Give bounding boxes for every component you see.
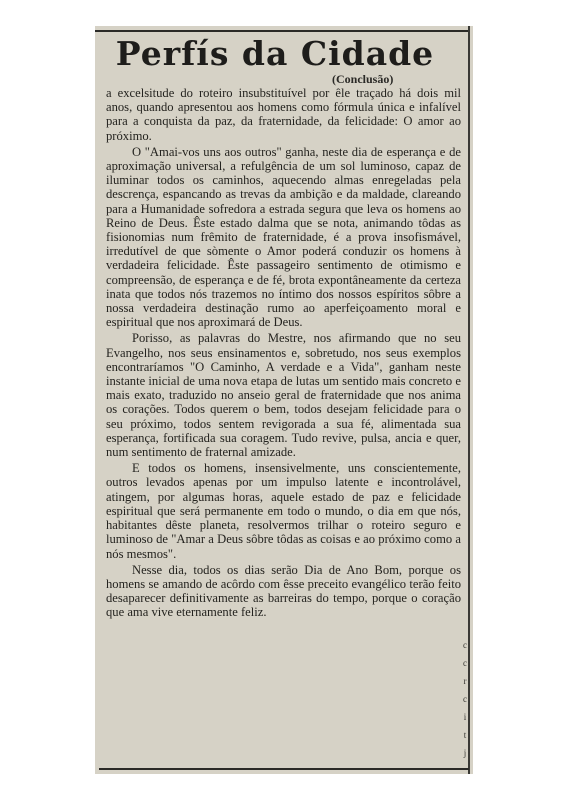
top-rule: [95, 30, 470, 32]
article-title: Perfís da Cidade: [115, 34, 435, 73]
article-body: [106, 86, 461, 622]
adjacent-column-fragments: [461, 636, 469, 762]
paragraph-3: Porisso, as palavras do Mestre, nos afirmando que no seu Evangelho, nos seus ensinamentos e, sobretudo, nos seus exemplos encontraríamos "O Caminho, A verdade e a Vida", ganham neste instante inicial de uma nova etapa de lutas um sentido mais concreto e mais exato, traduzido no anseio geral de fraternidade que nos anima os corações. Todos querem o bem, todos desejam felicidade para o seu próximo, todos sentem revigorada a sua fé, alimentada sua esperança, fortificada sua coragem. Tudo revive, pulsa, ancia e quer, num sentimento de fraternal amizade.: [106, 331, 461, 460]
margin-mark: r: [463, 676, 467, 686]
paragraph-2: O "Amai-vos uns aos outros" ganha, neste dia de esperança e de aproximação universal, a refulgência de um sol luminoso, capaz de iluminar todos os caminhos, aquecendo almas enregeladas pela descrença, espancando as trevas da ambição e da maldade, clareando para a Humanidade sofredora a estrada segura que leva os homens ao Reino de Deus. Êste estado dalma que se nota, animando tôdas as fisionomias num frêmito de fraternidade, é a prova insofismável, irredutível de que sòmente o Amor poderá conduzir os homens à verdadeira felicidade. Êste passageiro sentimento de otimismo e compreensão, de esperança e de fé, brota expontâneamente da certeza inata que todos nós trazemos no íntimo dos nossos espíritos sôbre a nossa verdadeira destinação rumo ao aperfeiçoamento moral e espiritual que nos aproximará de Deus.: [106, 144, 461, 330]
bottom-rule: [99, 768, 469, 770]
newspaper-clipping: [95, 26, 473, 774]
paragraph-5: Nesse dia, todos os dias serão Dia de Ano Bom, porque os homens se amando de acôrdo com êsse preceito evangélico terão feito desaparecer definitivamente as barreiras do tempo, porque o coração que ama vive eternamente feliz.: [106, 562, 461, 620]
margin-mark: i: [463, 712, 467, 722]
paragraph-1: a excelsitude do roteiro insubstituível por êle traçado há dois mil anos, quando apresentou aos homens como fórmula única e infalível para a conquista da paz, da fraternidade, da felicidade: O amor ao próximo.: [106, 86, 461, 143]
margin-mark: c: [463, 658, 467, 668]
margin-mark: c: [463, 694, 467, 704]
paragraph-4: E todos os homens, insensivelmente, uns conscientemente, outros levados apenas por um impulso latente e incontrolável, atingem, por algumas horas, aquele estado de paz e felicidade espiritual que será permanente em todo o mundo, o dia em que nós, habitantes dêste planeta, resolvermos trilhar o roteiro seguro e luminoso de "Amar a Deus sôbre tôdas as coisas e ao próximo como a nós mesmos".: [106, 461, 461, 561]
margin-mark: c: [463, 640, 467, 650]
margin-mark: t: [463, 730, 467, 740]
article-subtitle: (Conclusão): [332, 72, 394, 86]
margin-mark: j: [463, 748, 467, 758]
